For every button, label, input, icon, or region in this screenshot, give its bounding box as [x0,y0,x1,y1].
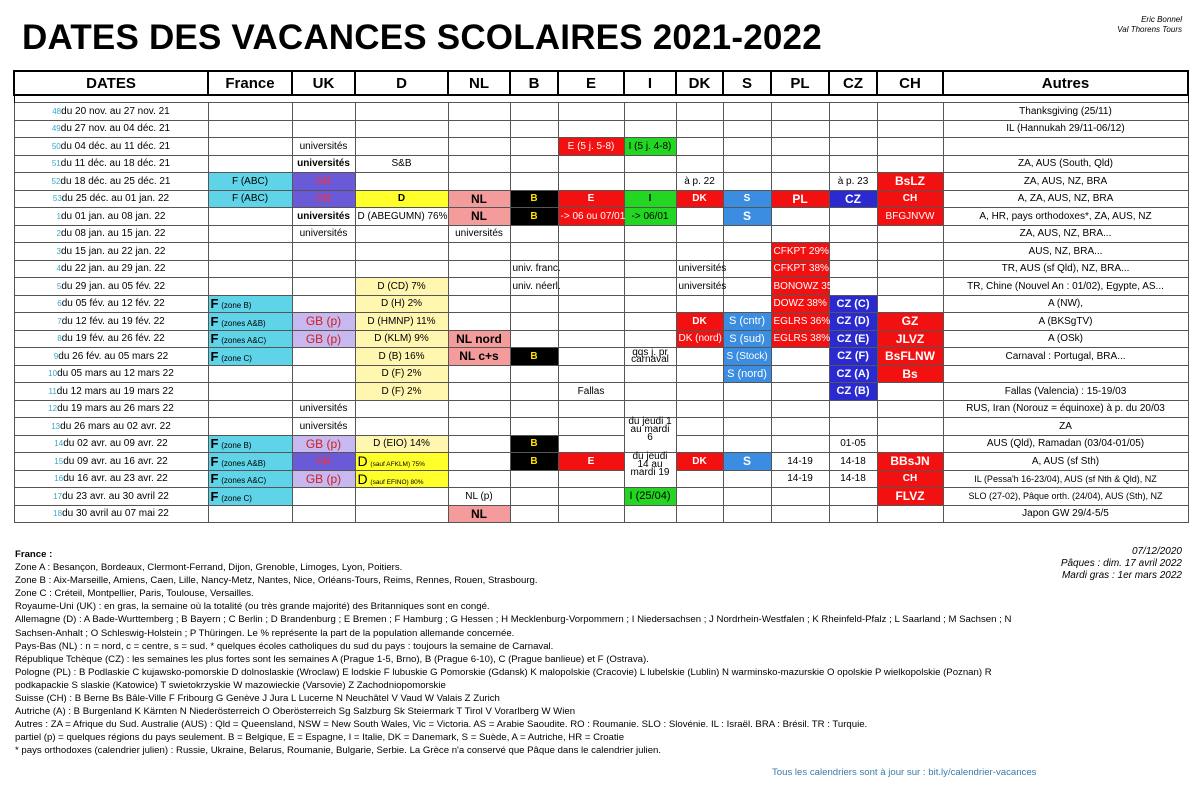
pl-cell: 14-19 [771,470,829,488]
s-cell: S [723,190,771,208]
calendar-link[interactable]: Tous les calendriers sont à jour sur : bit.ly/calendrier-vacances [772,767,1037,778]
dk-cell: DK [676,453,723,471]
pl-cell: BONOWZ 35% [771,278,829,296]
col-header-d: D [355,71,448,95]
i-cell: I [624,190,676,208]
note-line: Allemagne (D) : A Bade-Wurttemberg ; B Bayern ; C Berlin ; D Brandenburg ; E Bremen ; F Hamburg ; G Hessen ; H Mecklenburg-Vorpommern ; I Niedersachsen ; J Nordrhein-Westfalen ; K Rheinfeld-Pfalz ; L Saarland ; M Sachsen ; N [15,614,1012,626]
page-title: DATES DES VACANCES SCOLAIRES 2021-2022 [22,18,822,57]
b-cell: univ. franc. [510,260,558,278]
note-line: Zone A : Besançon, Bordeaux, Clermont-Ferrand, Dijon, Grenoble, Limoges, Lyon, Poitiers. [15,562,403,574]
pl-cell: CFKPT 38% [771,260,829,278]
table-row [14,260,1188,278]
table-row [14,138,1188,156]
col-header-ch: CH [877,71,943,95]
col-header-france: France [208,71,292,95]
e-cell: Fallas [558,383,624,401]
week-number: 2 [56,229,61,239]
week-number: 52 [51,176,61,186]
week-number: 6 [57,299,62,309]
col-header-dates: DATES [14,71,208,95]
i-cell: I (25/04) [624,488,676,506]
uk-cell: universités [292,155,355,173]
week-dates: 49du 27 nov. au 04 déc. 21 [14,120,208,138]
table-row [14,103,1188,121]
footer-info [1061,546,1182,582]
ch-cell: BsLZ [877,173,943,191]
week-dates: 1du 01 jan. au 08 jan. 22 [14,208,208,226]
ch-cell: JLVZ [877,330,943,348]
week-dates: 4du 22 jan. au 29 jan. 22 [14,260,208,278]
note-line: Royaume-Uni (UK) : en gras, la semaine où la totalité (ou très grande majorité) des Britanniques sont en congé. [15,601,490,613]
table-row [14,225,1188,243]
autres-cell [943,365,1188,383]
d-cell: S&B [355,155,448,173]
week-dates: 8du 19 fév. au 26 fév. 22 [14,330,208,348]
table-row [14,208,1188,226]
cz-cell: 14-18 [829,470,877,488]
ch-cell: BBsJN [877,453,943,471]
week-dates: 17du 23 avr. au 30 avril 22 [14,488,208,506]
table-row [14,278,1188,296]
autres-cell: A (BKSgTV) [943,313,1188,331]
i-cell: I (5 j. 4-8) [624,138,676,156]
autres-cell: TR, AUS (sf Qld), NZ, BRA... [943,260,1188,278]
autres-cell: Thanksgiving (25/11) [943,103,1188,121]
france-cell: F (ABC) [208,173,292,191]
cz-cell: CZ (B) [829,383,877,401]
dk-cell: DK [676,190,723,208]
autres-cell: RUS, Iran (Norouz = équinoxe) à p. du 20/03 [943,400,1188,418]
autres-cell: SLO (27-02), Pâque orth. (24/04), AUS (Sth), NZ [943,488,1188,506]
week-number: 3 [56,246,61,256]
table-row [14,295,1188,313]
autres-cell: ZA, AUS, NZ, BRA [943,173,1188,191]
autres-cell: Fallas (Valencia) : 15-19/03 [943,383,1188,401]
table-row [14,470,1188,488]
week-number: 4 [56,264,61,274]
france-cell: F (zones A&B) [208,313,292,331]
s-cell: S (Stock) [723,348,771,366]
table-row [14,190,1188,208]
week-dates: 18du 30 avril au 07 mai 22 [14,505,208,523]
d-cell: D (B) 16% [355,348,448,366]
france-cell: F (zone B) [208,295,292,313]
week-number: 8 [57,334,62,344]
d-cell: D (HMNP) 11% [355,313,448,331]
autres-cell: A, ZA, AUS, NZ, BRA [943,190,1188,208]
s-cell: S [723,453,771,471]
e-cell: -> 06 ou 07/01 [558,208,624,226]
b-cell: B [510,208,558,226]
ch-cell: Bs [877,365,943,383]
week-number: 15 [54,456,64,466]
note-line: Pays-Bas (NL) : n = nord, c = centre, s = sud. * quelques écoles catholiques du sud du pays : toujours la semaine de Carnaval. [15,640,554,652]
pl-cell: PL [771,190,829,208]
autres-cell: ZA, AUS, NZ, BRA... [943,225,1188,243]
week-dates: 10du 05 mars au 12 mars 22 [14,365,208,383]
cz-cell: CZ (F) [829,348,877,366]
autres-cell [943,138,1188,156]
b-cell: B [510,435,558,453]
france-cell: F (ABC) [208,190,292,208]
s-cell: S (sud) [723,330,771,348]
week-number: 9 [53,351,59,361]
d-cell: D (sauf AFKLM) 75% [355,453,448,471]
uk-cell: GB [292,190,355,208]
ch-cell: BFGJNVW [877,208,943,226]
col-header-e: E [558,71,624,95]
i-cell: du jeudi 1 au mardi 6 [624,418,676,453]
note-line: Autres : ZA = Afrique du Sud. Australie (AUS) : Qld = Queensland, NSW = New South Wales, Vic = Victoria. AS = Arabie Saoudite. RO : Roumanie. SLO : Slovénie. IL : Israël. BRA : Brésil. TR : Turquie. [15,719,868,731]
table-row [14,155,1188,173]
week-dates: 14du 02 avr. au 09 avr. 22 [14,435,208,453]
ch-cell: GZ [877,313,943,331]
uk-cell: GB (p) [292,313,355,331]
week-number: 17 [53,491,63,501]
d-cell: D (F) 2% [355,383,448,401]
week-number: 18 [53,509,63,519]
cz-cell: CZ (C) [829,295,877,313]
table-row [14,488,1188,506]
week-number: 14 [54,439,64,449]
s-cell: S (cntr) [723,313,771,331]
cz-cell: CZ (A) [829,365,877,383]
week-dates: 51du 11 déc. au 18 déc. 21 [14,155,208,173]
uk-cell: GB (p) [292,330,355,348]
e-cell: E [558,453,624,471]
week-dates: 5du 29 jan. au 05 fév. 22 [14,278,208,296]
autres-cell: IL (Pessa'h 16-23/04), AUS (sf Nth & Qld), NZ [943,470,1188,488]
week-dates: 11du 12 mars au 19 mars 22 [14,383,208,401]
table-row [14,418,1188,436]
d-cell: D (KLM) 9% [355,330,448,348]
paques-date: Pâques : dim. 17 avril 2022 [1060,558,1182,569]
table-row [14,120,1188,138]
note-line: Zone B : Aix-Marseille, Amiens, Caen, Lille, Nancy-Metz, Nantes, Nice, Orléans-Tours, Reims, Rennes, Rouen, Strasbourg. [15,575,538,587]
week-number: 10 [48,369,58,379]
week-number: 12 [48,404,58,414]
week-number: 50 [51,141,61,151]
week-number: 11 [48,386,57,396]
note-line: partiel (p) = quelques régions du pays seulement. B = Belgique, E = Espagne, I = Italie, DK = Danemark, S = Suède, A = Autriche, HR = Croatie [15,732,625,744]
col-header-nl: NL [448,71,510,95]
col-header-pl: PL [771,71,829,95]
i-cell: du jeudi 14 au mardi 19 [624,453,676,488]
col-header-s: S [723,71,771,95]
cz-cell: CZ (D) [829,313,877,331]
d-cell: D (CD) 7% [355,278,448,296]
note-line: République Tchèque (CZ) : les semaines les plus fortes sont les semaines A (Prague 1-5, Brno), B (Prague 6-10), C (Prague banlieue) et F (Ostrava). [15,653,649,665]
s-cell: S (nord) [723,365,771,383]
autres-cell: A (OSk) [943,330,1188,348]
week-number: 49 [51,124,61,134]
week-dates: 13du 26 mars au 02 avr. 22 [14,418,208,436]
week-dates: 52du 18 déc. au 25 déc. 21 [14,173,208,191]
autres-cell: TR, Chine (Nouvel An : 01/02), Egypte, AS... [943,278,1188,296]
cz-cell: 14-18 [829,453,877,471]
table-row [14,435,1188,453]
week-dates: 50du 04 déc. au 11 déc. 21 [14,138,208,156]
col-header-cz: CZ [829,71,877,95]
e-cell: E (5 j. 5-8) [558,138,624,156]
pl-cell: EGLRS 38% [771,330,829,348]
nl-cell: NL [448,208,510,226]
s-cell: S [723,208,771,226]
week-number: 16 [54,474,64,484]
week-number: 5 [56,281,62,291]
autres-cell: A (NW), [943,295,1188,313]
update-date: 07/12/2020 [1131,546,1182,557]
note-line: Sachsen-Anhalt ; O Schleswig-Holstein ; P Thüringen. Le % représente la part de la population allemande concernée. [15,627,515,639]
cz-cell: CZ (E) [829,330,877,348]
ch-cell: CH [877,470,943,488]
table-row [14,313,1188,331]
dk-cell: universités [676,278,723,296]
table-row [14,400,1188,418]
b-cell: B [510,348,558,366]
cz-cell: 01-05 [829,435,877,453]
week-dates: 15du 09 avr. au 16 avr. 22 [14,453,208,471]
uk-cell: universités [292,208,355,226]
week-dates: 16du 16 avr. au 23 avr. 22 [14,470,208,488]
col-header-dk: DK [676,71,723,95]
week-dates: 53du 25 déc. au 01 jan. 22 [14,190,208,208]
uk-cell: universités [292,138,355,156]
nl-cell: NL (p) [448,488,510,506]
nl-cell: NL c+s [448,348,510,366]
nl-cell: NL [448,190,510,208]
france-cell: F (zones A&C) [208,470,292,488]
note-line: podkapackie S slaskie (Katowice) T swietokrzyskie W mazowieckie (Varsovie) Z Zachodniopomorskie [15,679,446,691]
dk-cell: universités [676,260,723,278]
week-number: 53 [52,194,62,204]
week-dates: 2du 08 jan. au 15 jan. 22 [14,225,208,243]
col-header-b: B [510,71,558,95]
table-row [14,330,1188,348]
uk-cell: universités [292,418,355,436]
table-row [14,505,1188,523]
i-cell: -> 06/01 [624,208,676,226]
dk-cell: DK [676,313,723,331]
week-number: 51 [51,159,61,169]
autres-cell: IL (Hannukah 29/11-06/12) [943,120,1188,138]
france-cell: F (zones A&C) [208,330,292,348]
week-number: 1 [56,211,61,221]
table-row [14,365,1188,383]
pl-cell: EGLRS 36% [771,313,829,331]
col-header-uk: UK [292,71,355,95]
week-number: 7 [57,316,62,326]
d-cell: D (EIO) 14% [355,435,448,453]
note-line: Zone C : Créteil, Montpellier, Paris, Toulouse, Versailles. [15,588,254,600]
b-cell: univ. néerl. [510,278,558,296]
nl-cell: universités [448,225,510,243]
week-dates: 9du 26 fév. au 05 mars 22 [14,348,208,366]
note-line: France : [15,549,53,560]
d-cell: D (ABEGUMN) 76% [355,208,448,226]
ch-cell: BsFLNW [877,348,943,366]
nl-cell: NL [448,505,510,523]
col-header-autres: Autres [943,71,1188,95]
col-header-i: I [624,71,676,95]
header-row [14,71,1188,95]
autres-cell: ZA, AUS (South, Qld) [943,155,1188,173]
e-cell: E [558,190,624,208]
autres-cell: A, HR, pays orthodoxes*, ZA, AUS, NZ [943,208,1188,226]
table-row [14,243,1188,261]
note-line: Autriche (A) : B Burgenland K Kärnten N Niederösterreich O Oberösterreich Sg Salzburg Sk Steiermark T Tirol V Vorarlberg W Wien [15,706,576,718]
table-row [14,173,1188,191]
ch-cell: CH [877,190,943,208]
france-cell: F (zone C) [208,488,292,506]
uk-cell: GB (p) [292,470,355,488]
d-cell: D (F) 2% [355,365,448,383]
b-cell: B [510,453,558,471]
week-dates: 48du 20 nov. au 27 nov. 21 [14,103,208,121]
ch-cell: FLVZ [877,488,943,506]
uk-cell: universités [292,225,355,243]
table-row [14,383,1188,401]
autres-cell: AUS (Qld), Ramadan (03/04-01/05) [943,435,1188,453]
autres-cell: AUS, NZ, BRA... [943,243,1188,261]
uk-cell: universités [292,400,355,418]
vacation-table [13,70,1189,523]
week-dates: 6du 05 fév. au 12 fév. 22 [14,295,208,313]
autres-cell: Carnaval : Portugal, BRA... [943,348,1188,366]
nl-cell: NL nord [448,330,510,348]
dk-cell: DK (nord) [676,330,723,348]
note-line: * pays orthodoxes (calendrier julien) : Russie, Ukraine, Belarus, Roumanie, Bulgarie, Serbie. La Grèce n'a conservé que Pâque dans le calendrier julien. [15,745,662,757]
week-dates: 12du 19 mars au 26 mars 22 [14,400,208,418]
france-cell: F (zones A&B) [208,453,292,471]
week-dates: 7du 12 fév. au 19 fév. 22 [14,313,208,331]
france-cell: F (zone C) [208,348,292,366]
cz-cell: à p. 23 [829,173,877,191]
i-cell: qqs j. pr carnaval [624,348,676,366]
uk-cell: GB [292,453,355,471]
uk-cell: GB [292,173,355,191]
note-line: Suisse (CH) : B Berne Bs Bâle-Ville F Fribourg G Genève J Jura L Lucerne N Neuchâtel V Vaud W Valais Z Zurich [15,693,500,705]
d-cell: D [355,190,448,208]
week-number: 48 [52,106,62,116]
pl-cell: 14-19 [771,453,829,471]
dk-cell: à p. 22 [676,173,723,191]
author-name: Eric Bonnel [1141,15,1182,24]
week-dates: 3du 15 jan. au 22 jan. 22 [14,243,208,261]
autres-cell: A, AUS (sf Sth) [943,453,1188,471]
autres-cell: ZA [943,418,1188,436]
author-company: Val Thorens Tours [1117,25,1182,34]
b-cell: B [510,190,558,208]
table-row [14,348,1188,366]
d-cell: D (sauf EFINO) 80% [355,470,448,488]
mardi-gras-date: Mardi gras : 1er mars 2022 [1061,570,1182,581]
cz-cell: CZ [829,190,877,208]
pl-cell: CFKPT 29% [771,243,829,261]
uk-cell: GB (p) [292,435,355,453]
france-cell: F (zone B) [208,435,292,453]
pl-cell: DOWZ 38% [771,295,829,313]
legend-notes [15,548,1185,758]
autres-cell: Japon GW 29/4-5/5 [943,505,1188,523]
d-cell: D (H) 2% [355,295,448,313]
table-row [14,453,1188,471]
note-line: Pologne (PL) : B Podlaskie C kujawsko-pomorskie D dolnoslaskie (Wroclaw) E lodskie F lubuskie G Pomorskie (Gdansk) K malopolskie (Cracovie) L lubelskie (Lublin) N warminsko-mazurskie O opolskie P wielkopolskie (Poznan) R [15,666,992,678]
week-number: 13 [51,421,61,431]
author-credit [1117,15,1182,35]
